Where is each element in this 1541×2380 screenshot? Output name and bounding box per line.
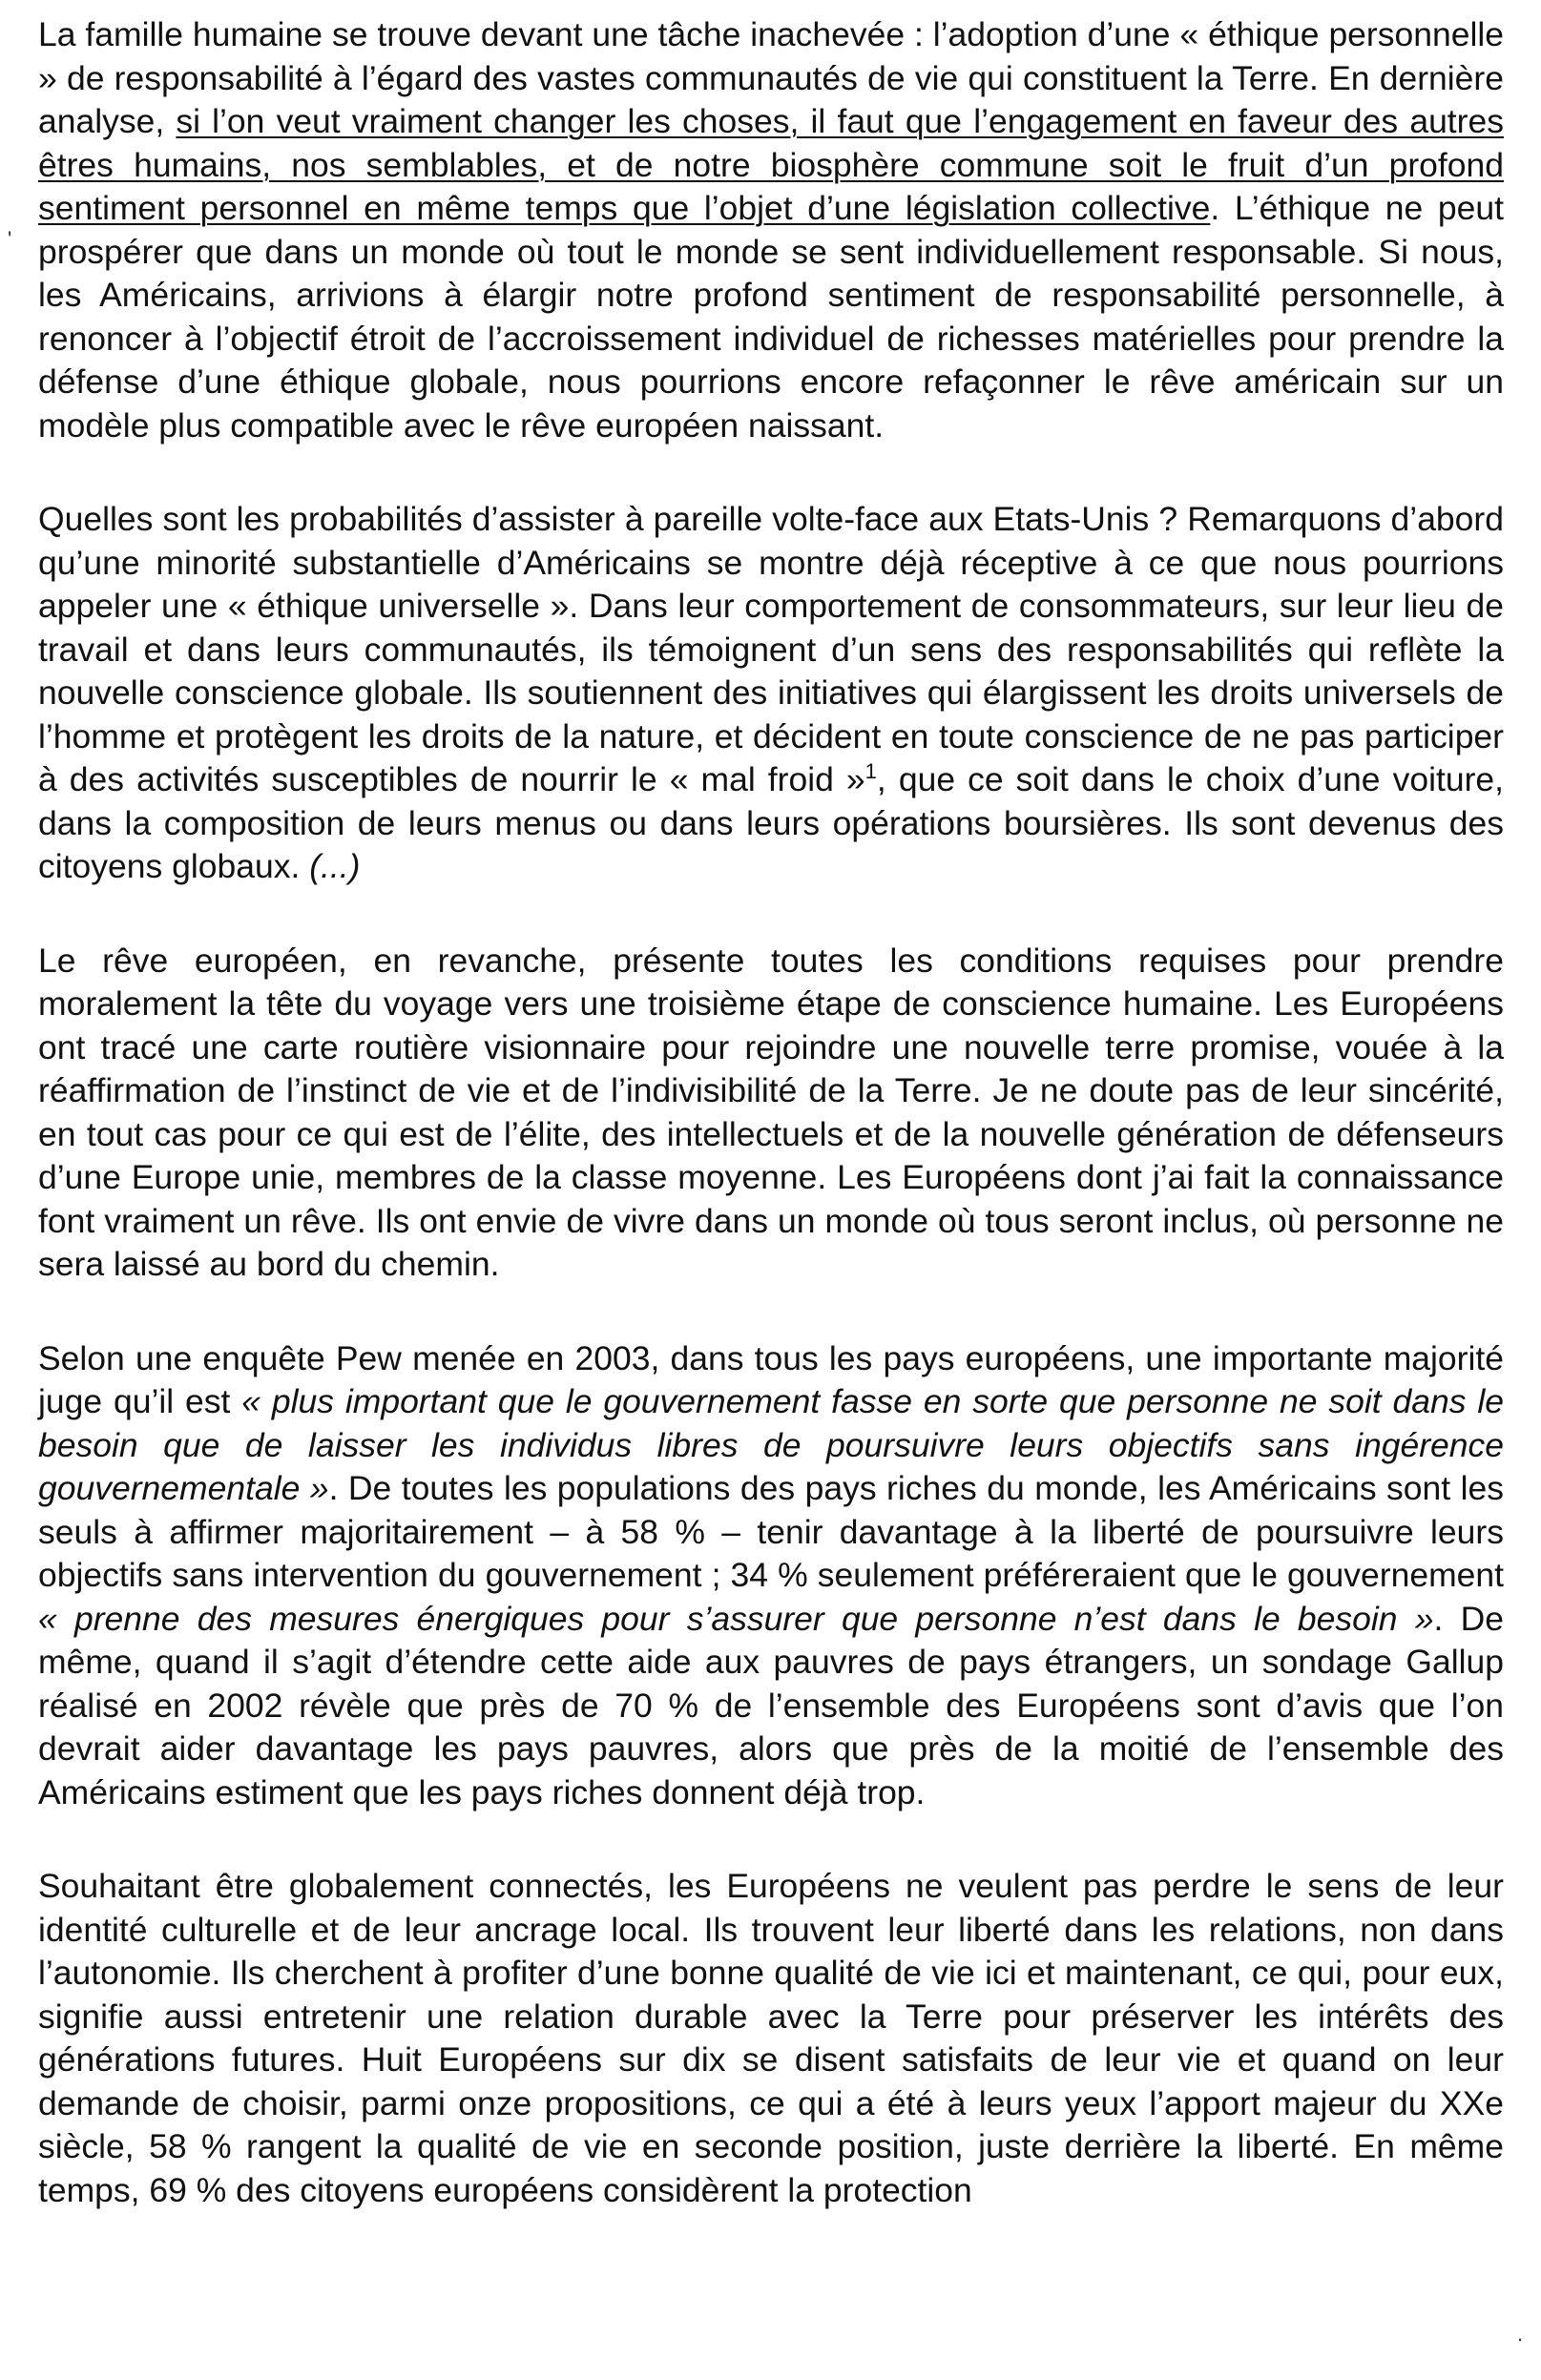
text-segment: , que ce soit dans le choix d’une voiture, dans la composition de leurs menus ou dans leurs opérations boursières. Ils sont devenus des citoyens globaux. [38,760,1504,885]
paragraph-p4 [38,1337,1504,1815]
italic-quote: (...) [309,847,361,885]
margin-mark-left: ' [8,227,12,251]
text-segment: Le rêve européen, en revanche, présente toutes les conditions requises pour prendre moralement la tête du voyage vers une troisième étape de conscience humaine. Les Européens ont tracé une carte routière visionnaire pour rejoindre une nouvelle terre promise, vouée à la réaffirmation de l’instinct de vie et de l’indivisibilité de la Terre. Je ne doute pas de leur sincérité, en tout cas pour ce qui est de l’élite, des intellectuels et de la nouvelle génération de défenseurs d’une Europe unie, membres de la classe moyenne. Les Européens dont j’ai fait la connaissance font vraiment un rêve. Ils ont envie de vivre dans un monde où tous seront inclus, où personne ne sera laissé au bord du chemin. [38,941,1504,1283]
text-segment: Selon une enquête Pew menée en 2003, dans tous les pays européens, une importante majorité juge qu’il est [38,1338,1504,1420]
text-segment: La famille humaine se trouve devant une tâche inachevée : l’adoption d’une « éthique personnelle » de responsabilité à l’égard des vastes communautés de vie qui constituent la Terre. En dernière analyse, [38,15,1504,140]
text-segment: . De toutes les populations des pays riches du monde, les Américains sont les seuls à affirmer majoritairement – à 58 % – tenir davantage à la liberté de poursuivre leurs objectifs sans intervention du gouvernement ; 34 % seulement préféreraient que le gouvernement [38,1469,1505,1594]
text-segment: Quelles sont les probabilités d’assister à pareille volte-face aux Etats-Unis ? Remarquons d’abord qu’une minorité substantielle d’Américains se montre déjà réceptive à ce que nous pourrions appeler une « éthique universelle ». Dans leur comportement de consommateurs, sur leur lieu de travail et dans leurs communautés, ils témoignent d’un sens des responsabilités qui reflète la nouvelle conscience globale. Ils soutiennent des initiatives qui élargissent les droits universels de l’homme et protègent les droits de la nature, et décident en toute conscience de ne pas participer à des activités susceptibles de nourrir le « mal froid » [38,500,1504,798]
paragraph-p3 [38,940,1504,1287]
underlined-passage: si l’on veut vraiment changer les choses, il faut que l’engagement en faveur des autres êtres humains, nos semblables, et de notre biosphère commune soit le fruit d’un profond sentiment personnel en même temps que l’objet d’une législation collective [38,102,1504,227]
margin-mark-bottom-right: . [1517,2322,1524,2346]
italic-quote: « plus important que le gouvernement fasse en sorte que personne ne soit dans le besoin que de laisser les individus libres de poursuivre leurs objectifs sans ingérence gouvernementale » [38,1382,1504,1507]
paragraph-p5 [38,1865,1504,2212]
text-segment: . De même, quand il s’agit d’étendre cette aide aux pauvres de pays étrangers, un sondage Gallup réalisé en 2002 révèle que près de 70 % de l’ensemble des Européens sont d’avis que l’on devrait aider davantage les pays pauvres, alors que près de la moitié de l’ensemble des Américains estiment que les pays riches donnent déjà trop. [38,1599,1505,1811]
paragraph-p2 [38,498,1504,889]
text-segment: Souhaitant être globalement connectés, les Européens ne veulent pas perdre le sens de leur identité culturelle et de leur ancrage local. Ils trouvent leur liberté dans les relations, non dans l’autonomie. Ils cherchent à profiter d’une bonne qualité de vie ici et maintenant, ce qui, pour eux, signifie aussi entretenir une relation durable avec la Terre pour préserver les intérêts des générations futures. Huit Européens sur dix se disent satisfaits de leur vie et quand on leur demande de choisir, parmi onze propositions, ce qui a été à leurs yeux l’apport majeur du XXe siècle, 58 % rangent la qualité de vie en seconde position, juste derrière la liberté. En même temps, 69 % des citoyens européens considèrent la protection [38,1867,1504,2209]
paragraph-p1 [38,13,1504,447]
document-page [38,13,1504,2212]
italic-quote: « prenne des mesures énergiques pour s’assurer que personne n’est dans le besoin » [38,1599,1434,1638]
text-segment: . L’éthique ne peut prospérer que dans un monde où tout le monde se sent individuellement responsable. Si nous, les Américains, arrivions à élargir notre profond sentiment de responsabilité personnelle, à renoncer à l’objectif étroit de l’accroissement individuel de richesses matérielles pour prendre la défense d’une éthique globale, nous pourrions encore refaçonner le rêve américain sur un modèle plus compatible avec le rêve européen naissant. [38,189,1504,445]
footnote-marker: 1 [864,759,877,784]
